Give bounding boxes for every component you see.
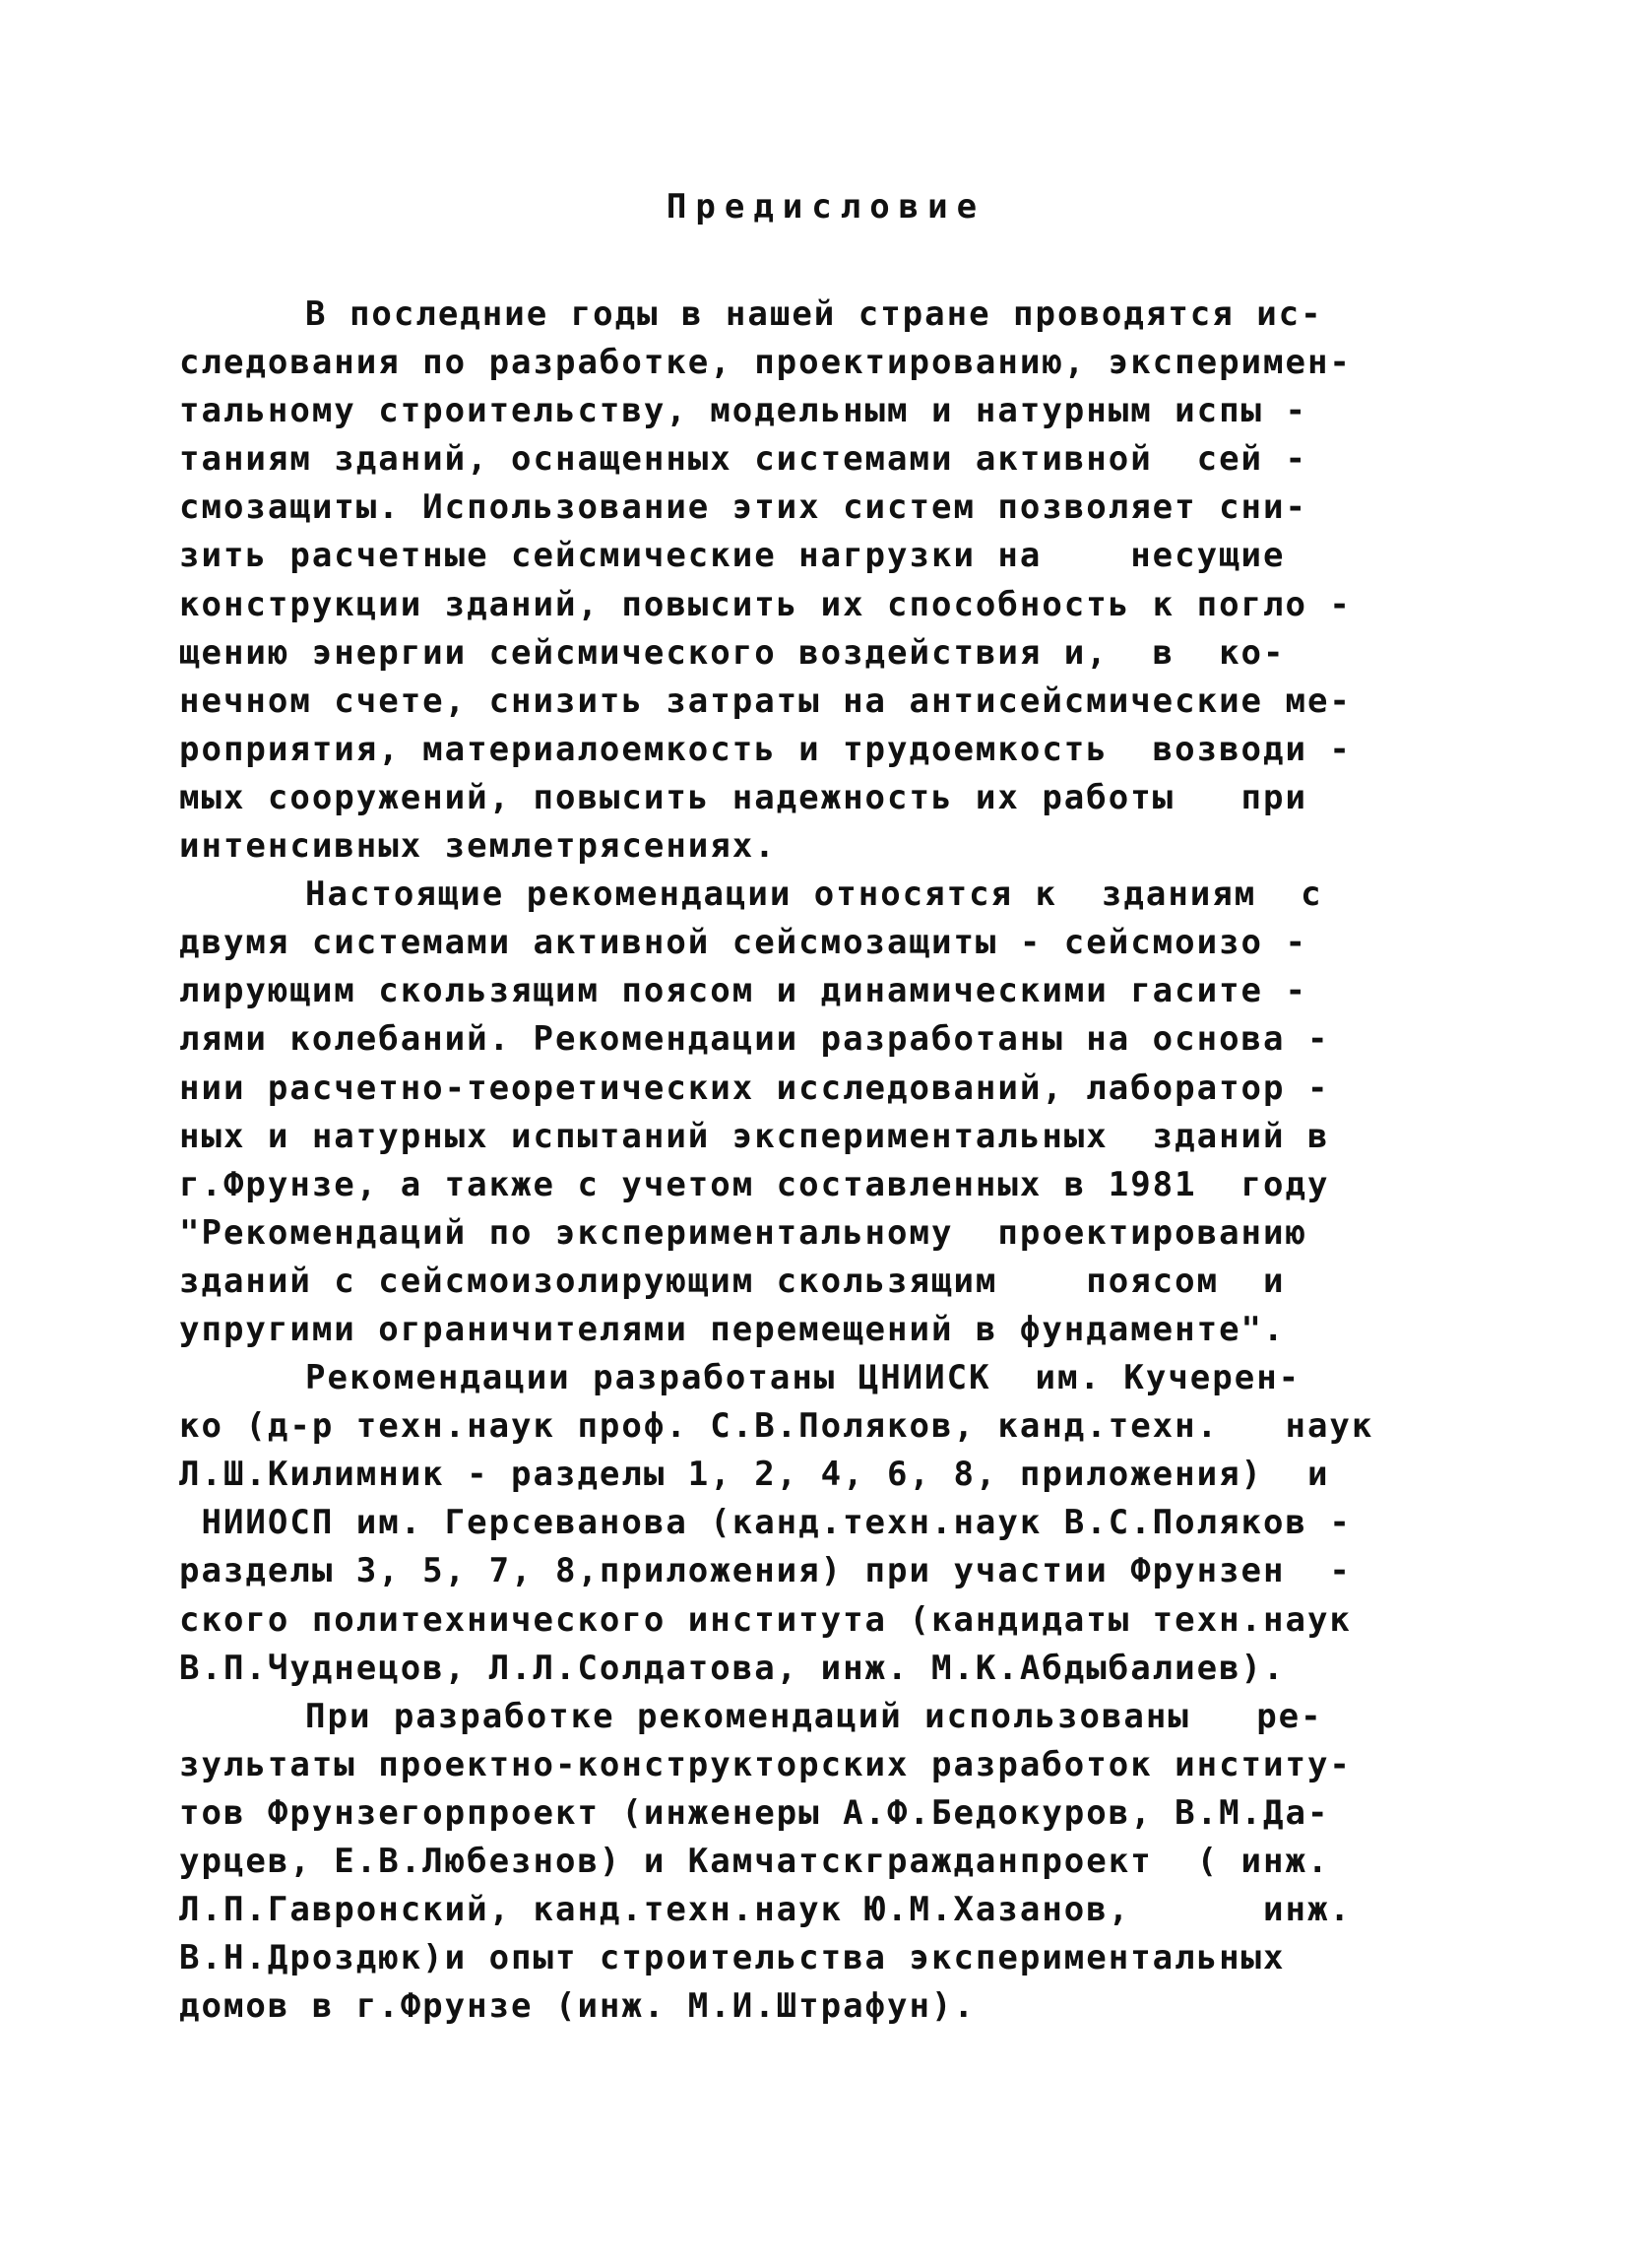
text-line: Л.Ш.Килимник - разделы 1, 2, 4, 6, 8, приложения) и [179,1455,1330,1495]
text-line: лями колебаний. Рекомендации разработаны на основа - [179,1019,1330,1060]
text-line: ко (д-р техн.наук проф. С.В.Поляков, канд.техн. наук [179,1406,1374,1447]
text-line: зить расчетные сейсмические нагрузки на несущие [179,536,1286,576]
text-line: конструкции зданий, повысить их способность к погло - [179,584,1352,624]
text-line: При разработке рекомендаций использованы ре- [305,1696,1323,1736]
text-line: мых сооружений, повысить надежность их работы при [179,777,1307,817]
text-line: нечном счете, снизить затраты на антисейсмические ме- [179,680,1352,721]
text-line: зданий с сейсмоизолирующим скользящим поясом и [179,1261,1286,1301]
text-line: таниям зданий, оснащенных системами активной сей - [179,439,1307,480]
text-line: нии расчетно-теоретических исследований, лаборатор - [179,1068,1330,1108]
text-line: разделы 3, 5, 7, 8,приложения) при участии Фрунзен - [179,1551,1352,1591]
text-line: В последние годы в нашей стране проводятся ис- [305,294,1323,334]
text-line: г.Фрунзе, а также с учетом составленных в 1981 году [179,1164,1330,1204]
text-line: ского политехнического института (кандидаты техн.наук [179,1599,1352,1640]
text-line: зультаты проектно-конструкторских разработок институ- [179,1744,1352,1784]
text-line: следования по разработке, проектированию, эксперимен- [179,343,1352,383]
text-line: двумя системами активной сейсмозащиты - сейсмоизо - [179,923,1307,963]
text-line: тов Фрунзегорпроект (инженеры А.Ф.Бедокуров, В.М.Да- [179,1792,1330,1833]
text-line: НИИОСП им. Герсеванова (канд.техн.наук В.С.Поляков - [179,1503,1352,1543]
text-line: щению энергии сейсмического воздействия и, в ко- [179,632,1286,673]
body-text [179,291,1489,2031]
text-line: интенсивных землетрясениях. [179,826,777,867]
text-line: упругими ограничителями перемещений в фундаменте". [179,1309,1286,1349]
text-line: лирующим скользящим поясом и динамическими гасите - [179,971,1307,1011]
text-line: В.Н.Дроздюк)и опыт строительства экспериментальных [179,1938,1286,1978]
text-line: В.П.Чуднецов, Л.Л.Солдатова, инж. М.К.Абдыбалиев). [179,1648,1286,1688]
text-line: урцев, Е.В.Любезнов) и Камчатскгражданпроект ( инж. [179,1842,1330,1881]
text-line: "Рекомендаций по экспериментальному проектированию [179,1212,1307,1253]
text-line: тальному строительству, модельным и натурным испы - [179,391,1307,431]
text-line: ных и натурных испытаний экспериментальных зданий в [179,1116,1330,1156]
text-line: Настоящие рекомендации относятся к зданиям с [305,875,1323,915]
text-line: домов в г.Фрунзе (инж. М.И.Штрафун). [179,1986,976,2027]
page-title: Предисловие [666,187,986,227]
text-line: роприятия, материалоемкость и трудоемкость возводи - [179,729,1352,769]
text-line: Рекомендации разработаны ЦНИИСК им. Кучерен- [305,1358,1302,1398]
text-line: смозащиты. Использование этих систем позволяет сни- [179,487,1307,528]
text-line: Л.П.Гавронский, канд.техн.наук Ю.М.Хазанов, инж. [179,1890,1352,1930]
